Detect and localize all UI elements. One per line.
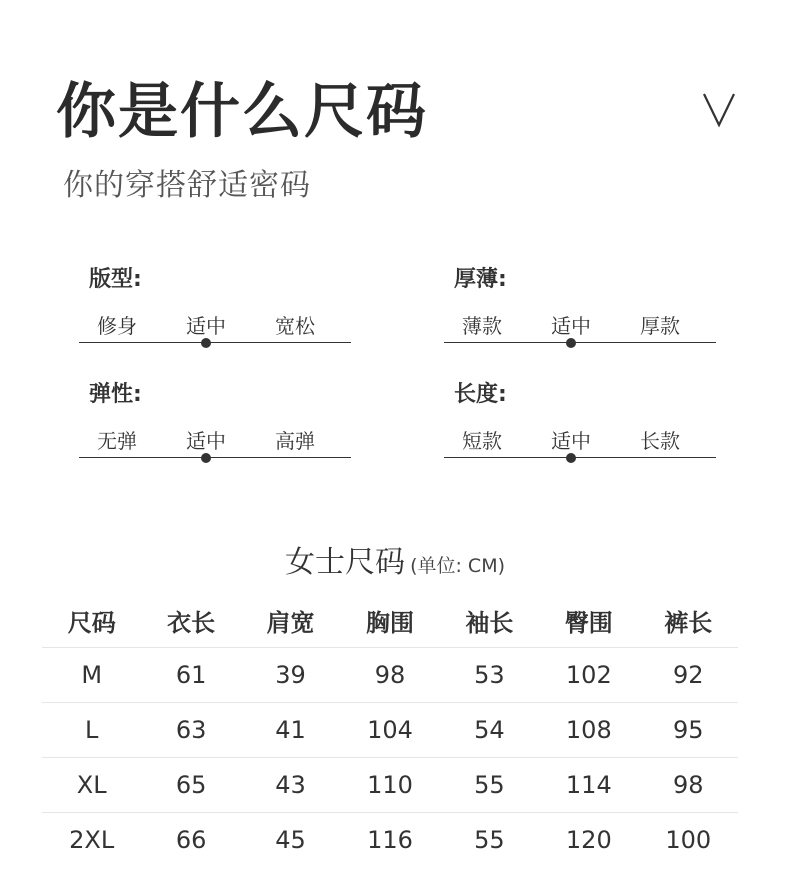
- table-header-row: [42, 593, 738, 648]
- table-row: [42, 813, 738, 868]
- table-cell: 63: [141, 703, 240, 758]
- option-slim: 修身: [97, 314, 137, 338]
- option-high-stretch: 高弹: [275, 429, 315, 453]
- column-header-shoulder: 肩宽: [266, 608, 315, 637]
- option-long: 长款: [640, 429, 680, 453]
- table-cell: 45: [241, 813, 340, 868]
- scale-line: [79, 342, 351, 343]
- option-short: 短款: [462, 429, 502, 453]
- attribute-label: 弹性:: [89, 382, 142, 407]
- table-cell: 100: [639, 813, 738, 868]
- table-cell: 102: [539, 648, 638, 703]
- option-medium: 适中: [186, 314, 226, 338]
- table-cell: 54: [440, 703, 539, 758]
- column-header-hip: 臀围: [564, 608, 613, 637]
- selection-dot: [201, 453, 211, 463]
- table-cell: 116: [340, 813, 439, 868]
- column-header-sleeve: 袖长: [465, 608, 514, 637]
- attribute-elasticity: [79, 377, 351, 467]
- column-header-pant-length: 裤长: [664, 608, 713, 637]
- table-cell: XL: [42, 758, 141, 813]
- table-cell: 55: [440, 813, 539, 868]
- table-cell: 104: [340, 703, 439, 758]
- option-thin: 薄款: [462, 314, 502, 338]
- size-table-unit: (单位: CM): [410, 555, 506, 577]
- page-subtitle: 你的穿搭舒适密码: [63, 168, 311, 203]
- table-cell: 98: [340, 648, 439, 703]
- table-cell: 41: [241, 703, 340, 758]
- table-cell: M: [42, 648, 141, 703]
- table-cell: 2XL: [42, 813, 141, 868]
- table-cell: 43: [241, 758, 340, 813]
- table-cell: 98: [639, 758, 738, 813]
- size-table: [42, 593, 738, 867]
- attribute-label: 长度:: [454, 382, 507, 407]
- table-cell: 55: [440, 758, 539, 813]
- chevron-down-icon[interactable]: [702, 92, 736, 128]
- scale-line: [79, 457, 351, 458]
- table-cell: 65: [141, 758, 240, 813]
- attribute-label: 版型:: [89, 267, 142, 292]
- attribute-label: 厚薄:: [454, 267, 507, 292]
- table-row: [42, 648, 738, 703]
- scale-line: [444, 457, 716, 458]
- column-header-size: 尺码: [67, 608, 116, 637]
- attribute-thickness: [444, 262, 716, 352]
- selection-dot: [566, 453, 576, 463]
- attribute-length: [444, 377, 716, 467]
- size-table-heading: 女士尺码: [284, 545, 405, 580]
- table-cell: 92: [639, 648, 738, 703]
- table-row: [42, 758, 738, 813]
- table-cell: 114: [539, 758, 638, 813]
- selection-dot: [566, 338, 576, 348]
- attribute-fit: [79, 262, 351, 352]
- option-no-stretch: 无弹: [97, 429, 137, 453]
- size-table-title: [0, 537, 790, 581]
- table-row: [42, 703, 738, 758]
- column-header-bust: 胸围: [365, 608, 414, 637]
- table-cell: 66: [141, 813, 240, 868]
- option-medium: 适中: [551, 429, 591, 453]
- table-cell: 95: [639, 703, 738, 758]
- table-cell: 61: [141, 648, 240, 703]
- option-loose: 宽松: [275, 314, 315, 338]
- scale-line: [444, 342, 716, 343]
- table-cell: 39: [241, 648, 340, 703]
- table-cell: 53: [440, 648, 539, 703]
- table-cell: 110: [340, 758, 439, 813]
- page-title: 你是什么尺码: [56, 77, 428, 147]
- option-thick: 厚款: [640, 314, 680, 338]
- option-medium: 适中: [186, 429, 226, 453]
- column-header-garment-length: 衣长: [167, 608, 216, 637]
- table-cell: L: [42, 703, 141, 758]
- option-medium: 适中: [551, 314, 591, 338]
- table-cell: 108: [539, 703, 638, 758]
- selection-dot: [201, 338, 211, 348]
- table-cell: 120: [539, 813, 638, 868]
